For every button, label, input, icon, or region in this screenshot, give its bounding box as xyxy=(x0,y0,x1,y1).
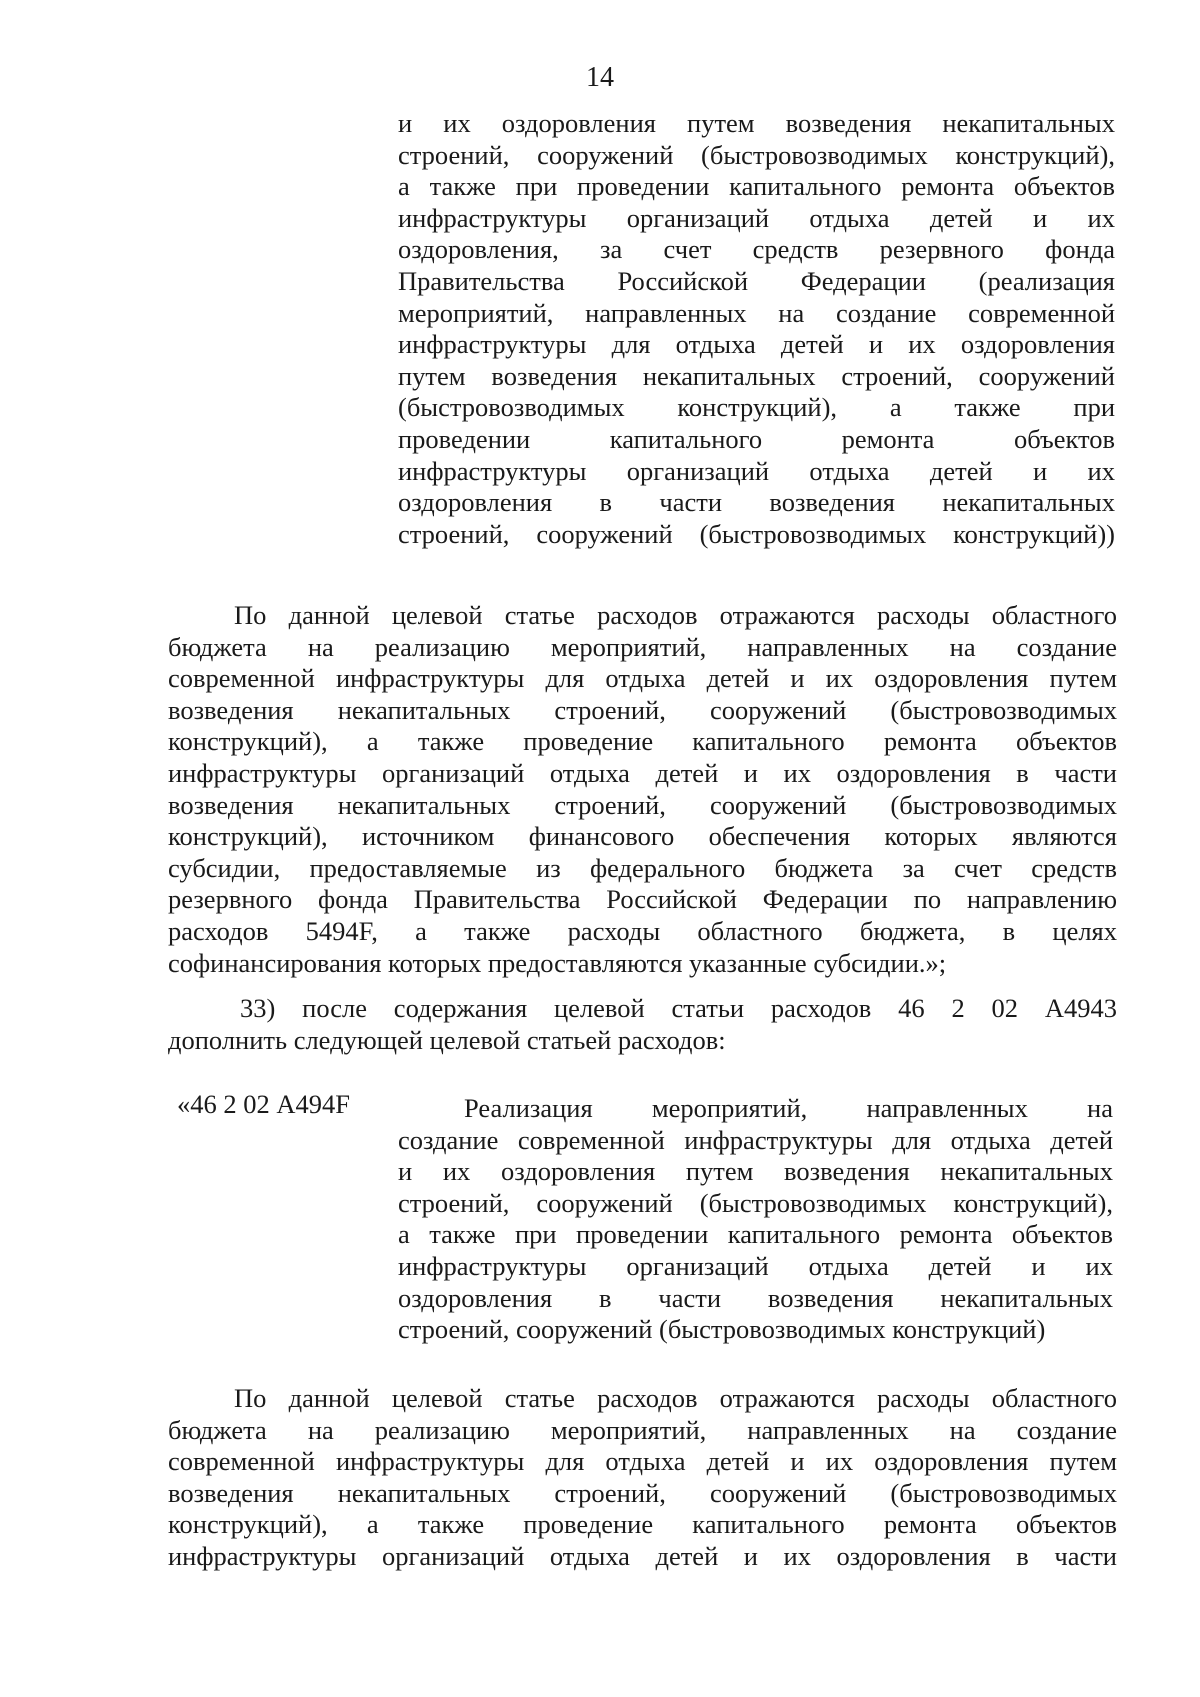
budget-item-description xyxy=(398,1093,1113,1346)
text-line: инфраструктуры организаций отдыха детей и их xyxy=(398,455,1115,486)
page-number: 14 xyxy=(586,62,614,93)
text-line: инфраструктуры организаций отдыха детей и их оздоровления в части xyxy=(168,757,1117,788)
text-line: расходов 5494F, а также расходы областного бюджета, в целях xyxy=(168,915,1117,946)
text-line: мероприятий, направленных на создание современной xyxy=(398,297,1115,328)
text-line: оздоровления в части возведения некапитальных xyxy=(398,487,1115,518)
text-line: строений, сооружений (быстровозводимых конструкций) xyxy=(398,1314,1046,1345)
text-line: проведении капитального ремонта объектов xyxy=(398,423,1115,454)
list-item-33 xyxy=(168,993,1117,1056)
text-line: создание современной инфраструктуры для отдыха детей xyxy=(398,1124,1113,1155)
text-line: а также при проведении капитального ремонта объектов xyxy=(398,1219,1113,1250)
text-line: субсидии, предоставляемые из федерального бюджета за счет средств xyxy=(168,852,1117,883)
text-line: конструкций), источником финансового обеспечения которых являются xyxy=(168,821,1117,852)
text-line: инфраструктуры организаций отдыха детей и их оздоровления в части xyxy=(168,1540,1117,1571)
text-line: оздоровления в части возведения некапитальных xyxy=(398,1282,1113,1313)
text-line: возведения некапитальных строений, сооружений (быстровозводимых xyxy=(168,1477,1117,1508)
text-line: оздоровления, за счет средств резервного фонда xyxy=(398,234,1115,265)
text-line: строений, сооружений (быстровозводимых конструкций), xyxy=(398,1187,1113,1218)
text-line: резервного фонда Правительства Российской Федерации по направлению xyxy=(168,884,1117,915)
text-line: бюджета на реализацию мероприятий, направленных на создание xyxy=(168,1414,1117,1445)
text-line: По данной целевой статье расходов отражаются расходы областного xyxy=(234,600,1117,630)
text-line: и их оздоровления путем возведения некапитальных xyxy=(398,108,1115,138)
text-line: возведения некапитальных строений, сооружений (быстровозводимых xyxy=(168,694,1117,725)
text-line: дополнить следующей целевой статьей расходов: xyxy=(168,1024,726,1055)
text-line: современной инфраструктуры для отдыха детей и их оздоровления путем xyxy=(168,663,1117,694)
text-line: Реализация мероприятий, направленных на xyxy=(464,1093,1113,1123)
text-line: и их оздоровления путем возведения некапитальных xyxy=(398,1156,1113,1187)
text-line: (быстровозводимых конструкций), а также при xyxy=(398,392,1115,423)
text-line: строений, сооружений (быстровозводимых конструкций)) xyxy=(398,518,1115,549)
text-line: современной инфраструктуры для отдыха детей и их оздоровления путем xyxy=(168,1446,1117,1477)
budget-item-code: «46 2 02 А494F xyxy=(177,1089,351,1119)
text-line: бюджета на реализацию мероприятий, направленных на создание xyxy=(168,631,1117,662)
text-line: 33) после содержания целевой статьи расходов 46 2 02 А4943 xyxy=(240,993,1117,1023)
explanation-paragraph-2 xyxy=(168,1383,1117,1573)
budget-item-description-continued xyxy=(398,108,1115,550)
text-line: конструкций), а также проведение капитального ремонта объектов xyxy=(168,726,1117,757)
text-line: софинансирования которых предоставляются указанные субсидии.»; xyxy=(168,947,947,978)
explanation-paragraph-1 xyxy=(168,600,1117,979)
text-line: Правительства Российской Федерации (реализация xyxy=(398,265,1115,296)
text-line: путем возведения некапитальных строений, сооружений xyxy=(398,360,1115,391)
text-line: инфраструктуры организаций отдыха детей и их xyxy=(398,202,1115,233)
text-line: По данной целевой статье расходов отражаются расходы областного xyxy=(234,1383,1117,1413)
text-line: а также при проведении капитального ремонта объектов xyxy=(398,171,1115,202)
text-line: возведения некапитальных строений, сооружений (быстровозводимых xyxy=(168,789,1117,820)
text-line: строений, сооружений (быстровозводимых конструкций), xyxy=(398,139,1115,170)
text-line: инфраструктуры для отдыха детей и их оздоровления xyxy=(398,329,1115,360)
text-line: конструкций), а также проведение капитального ремонта объектов xyxy=(168,1509,1117,1540)
text-line: инфраструктуры организаций отдыха детей и их xyxy=(398,1250,1113,1281)
